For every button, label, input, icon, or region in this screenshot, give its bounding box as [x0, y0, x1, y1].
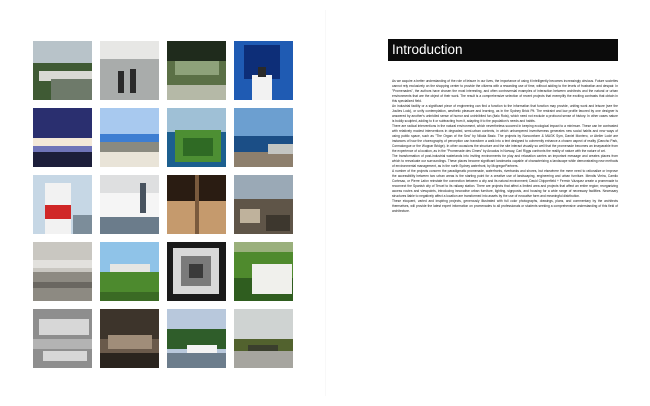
photo-shape	[130, 69, 136, 93]
photo-purple-sea-sky	[33, 108, 92, 167]
photo-shape	[45, 205, 71, 219]
photo-concrete-steps	[33, 242, 92, 301]
photo-shape	[266, 215, 290, 231]
introduction-text	[392, 79, 618, 214]
photo-shape	[100, 152, 159, 167]
photo-shape	[100, 108, 159, 134]
photo-white-path	[234, 242, 293, 301]
photo-shape	[252, 75, 272, 100]
photo-lake-rocks	[234, 108, 293, 167]
photo-shape	[43, 351, 87, 361]
photo-green-roof	[167, 108, 226, 167]
photo-shape	[108, 335, 152, 349]
photo-shape	[33, 108, 92, 138]
photo-shape	[33, 282, 92, 288]
photo-shape	[100, 353, 159, 368]
photo-shape	[248, 345, 278, 351]
photo-shape	[110, 264, 150, 272]
photo-shape	[268, 144, 293, 154]
photo-shape	[100, 292, 159, 301]
photo-grid	[33, 41, 293, 368]
photo-blue-balloon-sculpture	[234, 41, 293, 100]
photo-shape	[187, 345, 217, 353]
photo-shape	[189, 264, 203, 278]
photo-shape	[140, 183, 146, 213]
photo-red-white-lighthouse	[33, 175, 92, 234]
photo-shape	[167, 108, 226, 132]
photo-shape	[100, 217, 159, 234]
photo-shape	[167, 85, 226, 100]
photo-shape	[234, 242, 293, 252]
photo-shape	[100, 193, 159, 217]
paragraph: An industrial facility or a significant piece of engineering can find a function to the information that function may provide, uniting work and leisure (see the Joulies Lock), or unify contemplation, aesthetic pleasure and learning, as in the Sydney Brick Pit. The restraint and low profile favored by one designer is answered by another's unbridled sense of humor and uninhibited fun (Italo Rota), which need not exclude a profound sense of history. In other cases nature is boldly sculpted, adding to it or subtracting from it, adapting it to the population's needs and habits.	[392, 104, 618, 123]
photo-forest-walkway	[33, 41, 92, 100]
photo-shape	[167, 41, 226, 61]
photo-shape	[183, 138, 213, 156]
photo-wetland-path	[234, 309, 293, 368]
photo-curved-deck	[100, 175, 159, 234]
photo-shape	[234, 351, 293, 368]
photo-shape	[100, 41, 159, 59]
paragraph: These eloquent, varied and inspiring projects, generously illustrated with full color photographs, drawings, plans, and commentary by the architects themselves, will provide the latest expert information on promenades to all professionals or students seeking a comprehensive understanding of this field of architecture.	[392, 199, 618, 213]
photo-tunnel-arch	[167, 242, 226, 301]
photo-timber-pier	[167, 175, 226, 234]
photo-shape	[240, 209, 260, 223]
photo-shape	[33, 152, 92, 167]
photo-sculpted-wave	[33, 309, 92, 368]
photo-shape	[252, 264, 292, 294]
paragraph: A number of the projects concern the paradigmatic promenade, waterfronts, riverbanks and shores, but elsewhere the mere need to rationalize or improve the accessibility between two urban areas is the starting point for a creative use of landscaping, engineering and urban furniture. Mendis Vieira, Camilo Cortesao, or Pierre Lafon reinstate the connection between a city and its natural environment; David Chipperfield + Fermín Vázquez create a promenade to reconnect the Spanish city of Teruel to its railway station. There are projects that affect a limited area and projects that affect an entire region; reorganizing access routes and viewpoints, introducing innovative urban furniture, lighting, signposts, and housing for a wide range of necessary facilities. Necessary structures liable to negatively affect a location are transformed into assets by the use of evocative form and meaningful distribution.	[392, 169, 618, 198]
page-gutter	[325, 10, 326, 396]
paragraph: As we acquire a better understanding of the role of leisure in our lives, the importance of using it intelligently becomes increasingly obvious. Future societies cannot rely exclusively on the shopping center to provide the citizens with a rewarding use of time, without adding to the levels of frustration and despair. In "Promenades", the authors have chosen the most interesting, and often controversial examples of interaction between architects and the natural or urban environments that are the object of their work. The result is a comprehensive selection of recent projects that exemplify the exciting contrasts that obtain in this specialized field.	[392, 79, 618, 103]
photo-shape	[33, 138, 92, 146]
photo-shape	[33, 260, 92, 268]
photo-shape	[33, 339, 92, 349]
paragraph: There are radical interventions in the natural environment, which nevertheless succeed in keeping ecological impact to a minimum. These can be contrasted with relatively modest interventions in degraded, semi-urban contexts, in which unhampered inventiveness generates new social habits and new ways of using public space, such as "The Organ of the Sea" by Nikola Basic. The projects by Nonconform & MAGK Sym, Daniel Montero, or Atelier Lodé are instances of how the choreography of perception can transform a walk into a text designed to coherently enhance a chosen aspect of reality (Dancho Park, Cormalongue or the Wuppar Bridge). In other occasions the structure and the site interact visually so well that the promenade becomes an inseparable from the experience of a location, as in the "Promenade des Cimes" by Arcadus in Norway, Carl Riggs confronts the reality of nature with the nature of art.	[392, 124, 618, 153]
photo-shape	[100, 142, 159, 152]
photo-shape	[234, 152, 293, 167]
photo-shape	[39, 319, 89, 335]
photo-shape	[258, 67, 266, 77]
paragraph: The transformation of post-industrial waterlands into inviting environments for play and relaxation carries an important message and creates places from which to reevaluate our surroundings. These places become significant landmarks capable of characterizing a landscape while demonstrating new methods of environmental management, as in the north Sydney waterfront, by McgregorPartners.	[392, 154, 618, 168]
photo-shape	[73, 215, 92, 234]
photo-people-under-canopy	[100, 41, 159, 100]
photo-rocky-shore	[234, 175, 293, 234]
photo-glass-pavilion	[167, 41, 226, 100]
photo-shape	[51, 79, 92, 100]
photo-shape	[118, 71, 124, 93]
photo-shape	[33, 41, 92, 63]
photo-mountain-pavilion	[167, 309, 226, 368]
photo-bench-meadow	[100, 242, 159, 301]
photo-aerial-town	[100, 309, 159, 368]
photo-shape	[167, 353, 226, 368]
page-title: Introduction	[388, 39, 618, 61]
photo-shape	[195, 175, 199, 234]
photo-shape	[175, 61, 219, 75]
photo-boardwalk-blue-sky	[100, 108, 159, 167]
